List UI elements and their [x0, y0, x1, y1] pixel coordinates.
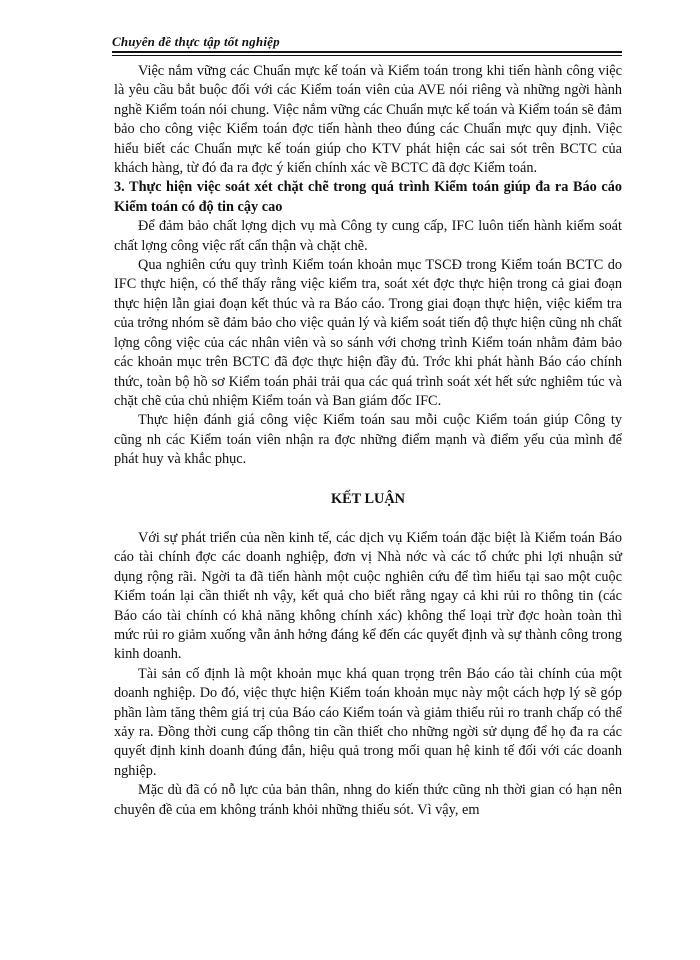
section-heading: 3. Thực hiện việc soát xét chặt chẽ trong quá trình Kiểm toán giúp đa ra Báo cáo Kiểm toán có độ tin cậy cao [114, 179, 622, 215]
header-title: Chuyên đề thực tập tốt nghiệp [112, 34, 280, 49]
header-rule-thin [112, 55, 622, 56]
page-header [112, 30, 622, 56]
conclusion-paragraph: Tài sản cố định là một khoản mục khá quan trọng trên Báo cáo tài chính của một doanh nghiệp. Do đó, việc thực hiện Kiểm toán khoản mục này một cách hợp lý sẽ góp phần làm tăng thêm giá trị của Báo cáo Kiểm toán và giảm thiểu rủi ro tranh chấp có thể xảy ra. Đồng thời cung cấp thông tin cần thiết cho những ngời sử dụng để họ đa ra các quyết định kinh doanh đúng đắn, hiệu quả trong mối quan hệ kinh tế đối với các doanh nghiệp. [114, 665, 622, 779]
conclusion-title: KẾT LUẬN [330, 490, 406, 507]
body-paragraph: Thực hiện đánh giá công việc Kiểm toán sau mỗi cuộc Kiểm toán giúp Công ty cũng nh các Kiểm toán viên nhận ra đợc những điểm mạnh và điểm yếu của mình để phát huy và khắc phục. [114, 412, 622, 468]
conclusion-paragraph: Mặc dù đã có nỗ lực của bản thân, nhng do kiến thức cũng nh thời gian có hạn nên chuyên đề của em không tránh khỏi những thiếu sót. Vì vậy, em [114, 782, 622, 818]
body-paragraph: Để đảm bảo chất lợng dịch vụ mà Công ty cung cấp, IFC luôn tiến hành kiểm soát chất lợng công việc rất cẩn thận và chặt chẽ. [114, 218, 622, 254]
conclusion-paragraph: Với sự phát triển của nền kinh tế, các dịch vụ Kiểm toán đặc biệt là Kiểm toán Báo cáo tài chính đợc các doanh nghiệp, đơn vị Nhà nớc và các tổ chức phi lợi nhuận sử dụng rộng rãi. Ngời ta đã tiến hành một cuộc nghiên cứu để tìm hiểu tại sao một cuộc Kiểm toán lại cần thiết nh vậy, kết quả cho biết rằng ngay cả khi rủi ro thông tin (các Báo cáo tài chính có khả năng không chính xác) không thể loại trừ đợc hoàn toàn thì mức rủi ro giảm xuống vẫn ảnh hởng đáng kể đến các quyết định và sự thành công trong kinh doanh. [114, 529, 622, 663]
document-body [114, 62, 622, 820]
body-paragraph: Việc nắm vững các Chuẩn mực kế toán và Kiểm toán trong khi tiến hành công việc là yêu cầu bắt buộc đối với các Kiểm toán viên của AVE nói riêng và những ngời hành nghề Kiểm toán nói chung. Việc nắm vững các Chuẩn mực kế toán và Kiểm toán sẽ đảm bảo cho công việc Kiểm toán đợc tiến hành theo đúng các Chuẩn mực quy định. Việc hiểu biết các Chuẩn mực kế toán giúp cho KTV phát hiện các sai sót trên BCTC của khách hàng, từ đó đa ra đợc ý kiến chính xác về BCTC đã đợc Kiểm toán. [114, 63, 622, 177]
body-paragraph: Qua nghiên cứu quy trình Kiểm toán khoản mục TSCĐ trong Kiểm toán BCTC do IFC thực hiện, có thể thấy rằng việc kiểm tra, soát xét đợc thực hiện trong cả giai đoạn thực hiện lẫn giai đoạn kết thúc và ra Báo cáo. Trong giai đoạn thực hiện, việc kiểm tra của trởng nhóm sẽ đảm bảo cho việc quản lý và kiểm soát tiến độ thực hiện cũng nh chất lợng công việc của các nhân viên và so sánh với chơng trình Kiểm toán nhằm đảm bảo các khoản mục trên BCTC đã đợc thực hiện đầy đủ. Trớc khi phát hành Báo cáo chính thức, toàn bộ hồ sơ Kiểm toán phải trải qua các quá trình soát xét hết sức nghiêm túc và chặt chẽ của chủ nhiệm Kiểm toán và Ban giám đốc IFC. [114, 257, 623, 409]
header-rule [112, 51, 622, 53]
